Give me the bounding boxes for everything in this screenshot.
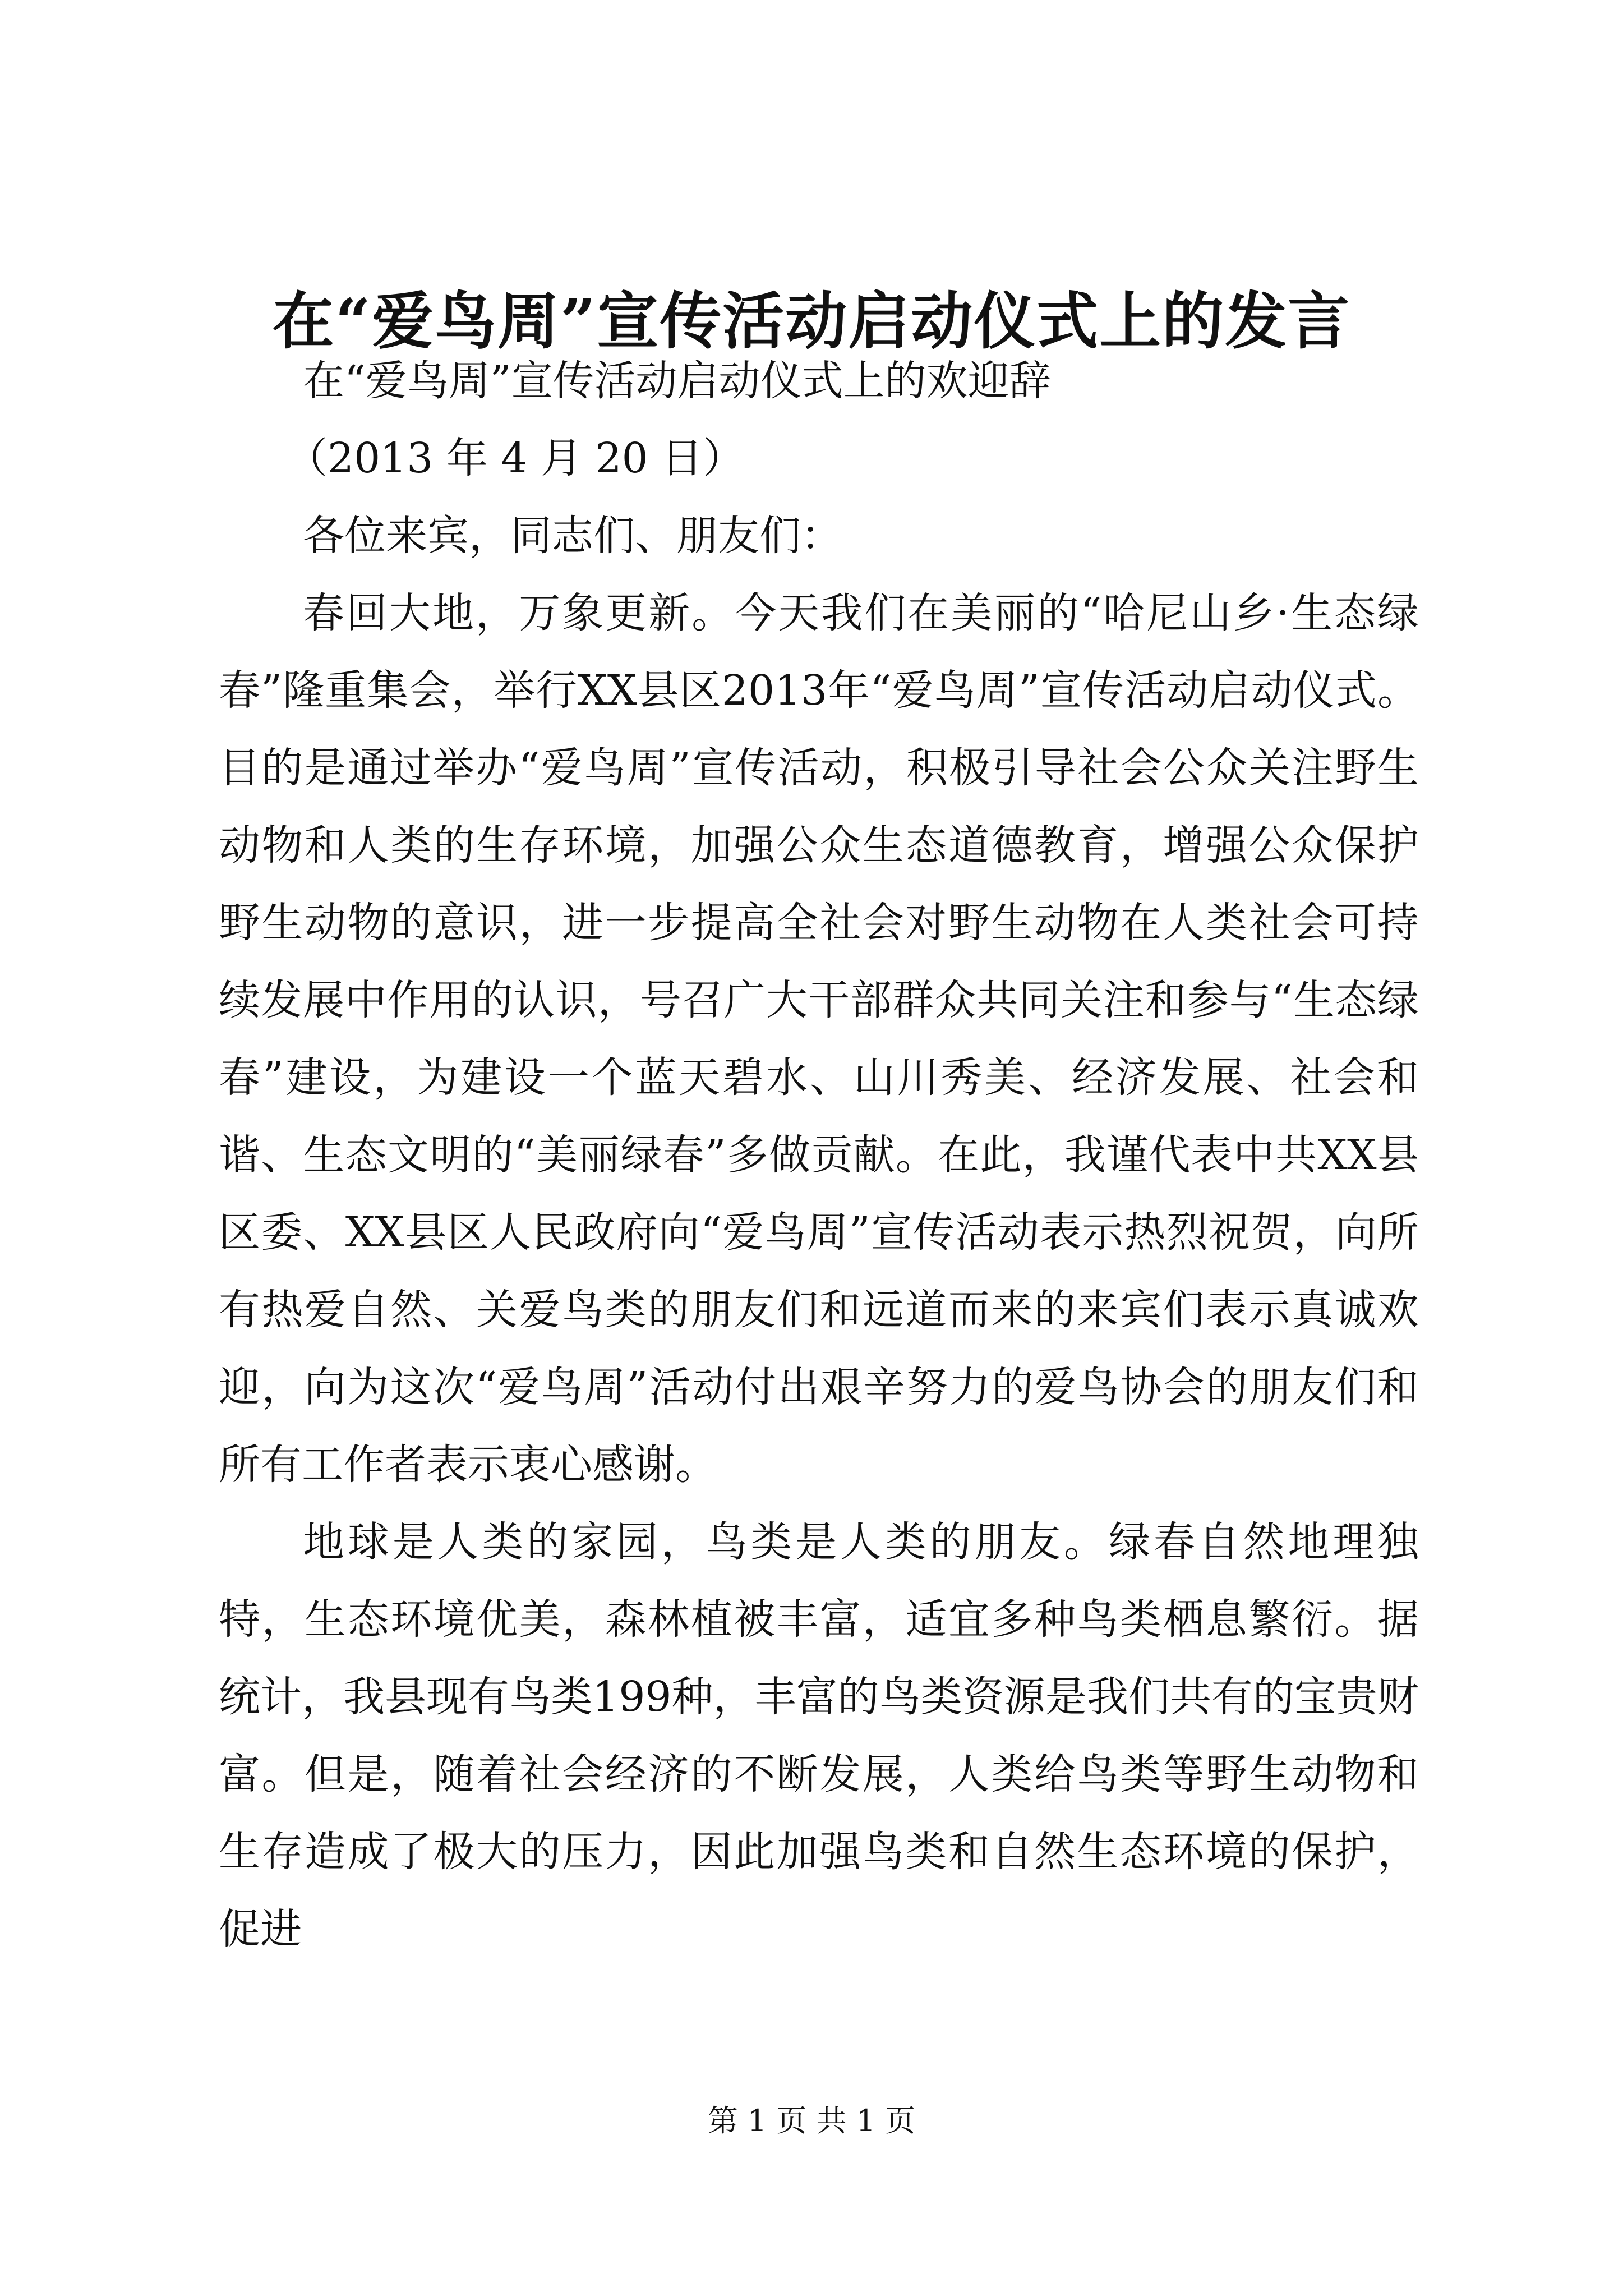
document-subtitle: 在“爱鸟周”宣传活动启动仪式上的欢迎辞	[303, 357, 1051, 405]
document-title: 在“爱鸟周”宣传活动启动仪式上的发言	[272, 285, 1351, 357]
page-footer: 第 1 页 共 1 页	[707, 2103, 916, 2138]
document-body	[219, 342, 1419, 1968]
salutation: 各位来宾，同志们、朋友们：	[303, 512, 842, 560]
paragraph-1: 春回大地，万象更新。今天我们在美丽的“哈尼山乡·生态绿春”隆重集会，举行XX县区2013年“爱鸟周”宣传活动启动仪式。目的是通过举办“爱鸟周”宣传活动，积极引导社会公众关注野生动物和人类的生存环境，加强公众生态道德教育，增强公众保护野生动物的意识，进一步提高全社会对野生动物在人类社会可持续发展中作用的认识，号召广大干部群众共同关注和参与“生态绿春”建设，为建设一个蓝天碧水、山川秀美、经济发展、社会和谐、生态文明的“美丽绿春”多做贡献。在此，我谨代表中共XX县区委、XX县区人民政府向“爱鸟周”宣传活动表示热烈祝贺，向所有热爱自然、关爱鸟类的朋友们和远道而来的来宾们表示真诚欢迎，向为这次“爱鸟周”活动付出艰辛努力的爱鸟协会的朋友们和所有工作者表示衷心感谢。	[219, 589, 1419, 1489]
document-date: （2013 年 4 月 20 日）	[286, 434, 745, 482]
paragraph-2: 地球是人类的家园，鸟类是人类的朋友。绿春自然地理独特，生态环境优美，森林植被丰富，适宜多种鸟类栖息繁衍。据统计，我县现有鸟类199种，丰富的鸟类资源是我们共有的宝贵财富。但是，随着社会经济的不断发展，人类给鸟类等野生动物和生存造成了极大的压力，因此加强鸟类和自然生态环境的保护，促进	[219, 1518, 1419, 1953]
